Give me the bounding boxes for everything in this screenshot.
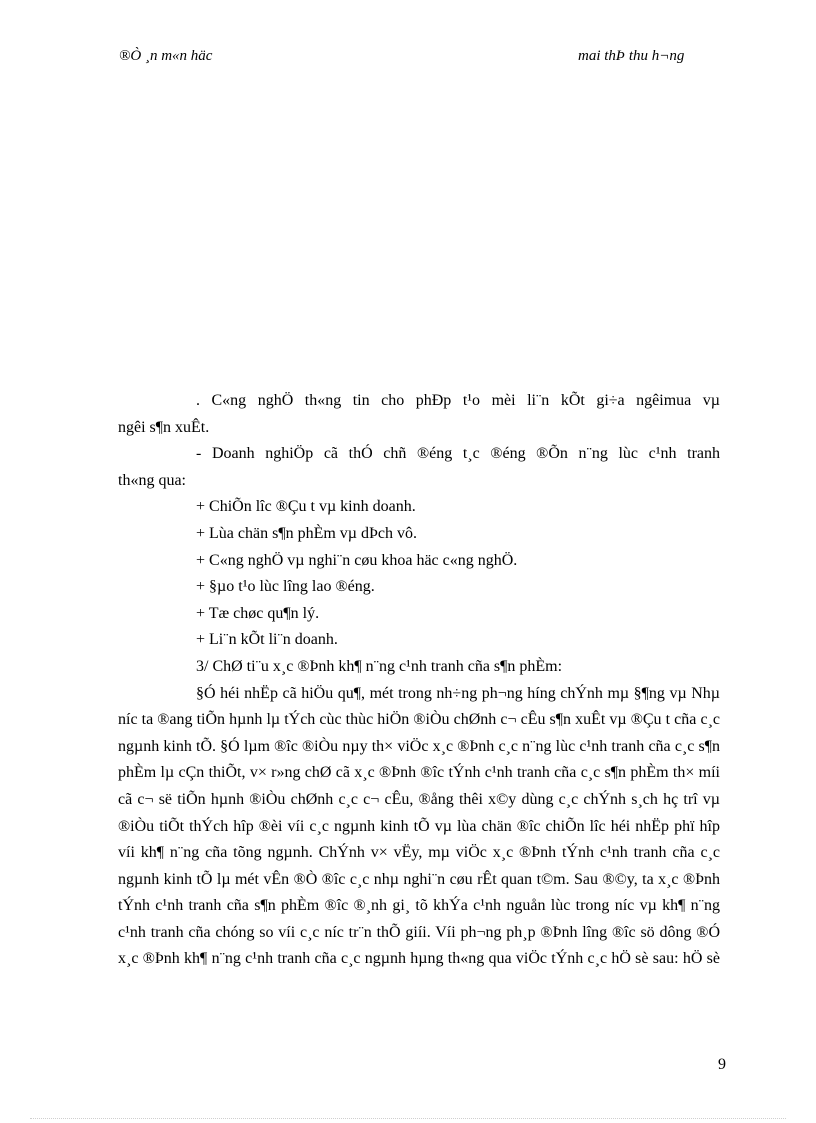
list-item: + ChiÕn lîc ®Çu t vµ kinh doanh. <box>196 498 416 516</box>
list-item: + §µo t¹o lùc lîng lao ®éng. <box>196 578 375 596</box>
header-right-author: mai thÞ thu h¬ng <box>578 48 685 64</box>
page-number: 9 <box>718 1056 726 1073</box>
footer-divider <box>30 1118 786 1119</box>
section-heading: 3/ ChØ ti¨u x¸c ®Þnh kh¶ n¨ng c¹nh tranh cña s¶n phÈm: <box>196 657 563 675</box>
paragraph: §Ó héi nhËp cã hiÖu qu¶, mét trong nh÷ng ph¬ng híng chÝnh mµ §¶ng vµ Nhµ níc ta ®ang tiÕn hµnh lµ tÝch cùc thùc hiÖn ®iÒu chØnh c¬ cÊu s¶n xuÊt vµ ®Çu t cña c¸c ngµnh kinh tÕ. §Ó lµm ®îc ®iÒu nµy th× viÖc x¸c ®Þnh c¸c n¨ng lùc c¹nh tranh cña c¸c s¶n phÈm lµ cÇn thiÕt, v× r»ng chØ cã x¸c ®Þnh ®îc tÝnh c¹nh tranh cña c¸c s¶n phÈm th× míi cã c¬ së tiÕn hµnh ®iÒu chØnh c¸c c¬ cÊu, ®ång thêi x©y dùng c¸c chÝnh s¸ch hç trî vµ ®iÒu tiÕt thÝch hîp ®èi víi c¸c ngµnh kinh tÕ vµ lùa chän ®îc chiÕn lîc héi nhËp phï hîp víi kh¶ n¨ng cña tõng ngµnh. ChÝnh v× vËy, mµ viÖc x¸c ®Þnh tÝnh c¹nh tranh cña c¸c ngµnh kinh tÕ lµ mét vÊn ®Ò ®îc c¸c nhµ nghi¨n cøu rÊt quan t©m. Sau ®©y, ta x¸c ®Þnh tÝnh c¹nh tranh cña s¶n phÈm ®îc ®¸nh gi¸ tõ khÝa c¹nh nguån lùc trong níc vµ kh¶ n¨ng c¹nh tranh cña chóng so víi c¸c níc tr¨n thÕ giíi. Víi ph¬ng ph¸p ®Þnh lîng ®îc sö dông ®Ó x¸c ®Þnh kh¶ n¨ng c¹nh tranh cña c¸c ngµnh hµng th«ng qua viÖc tÝnh c¸c hÖ sè sau: hÖ sè <box>118 684 720 968</box>
paragraph: - Doanh nghiÖp cã thÓ chñ ®éng t¸c ®éng ®Õn n¨ng lùc c¹nh tranh <box>196 445 720 463</box>
body-text <box>118 388 720 973</box>
list-item: + C«ng nghÖ vµ nghi¨n cøu khoa häc c«ng nghÖ. <box>196 551 518 569</box>
list-item: + Tæ chøc qu¶n lý. <box>196 604 320 622</box>
paragraph: ngêi s¶n xuÊt. <box>118 418 210 436</box>
header-left-title: ®Ò ¸n m«n häc <box>119 48 213 64</box>
paragraph: th«ng qua: <box>118 471 186 489</box>
paragraph: . C«ng nghÖ th«ng tin cho phÐp t¹o mèi li¨n kÕt gi÷a ngêimua vµ <box>196 392 720 409</box>
list-item: + Lùa chän s¶n phÈm vµ dÞch vô. <box>196 524 418 542</box>
list-item: + Li¨n kÕt li¨n doanh. <box>196 631 338 649</box>
